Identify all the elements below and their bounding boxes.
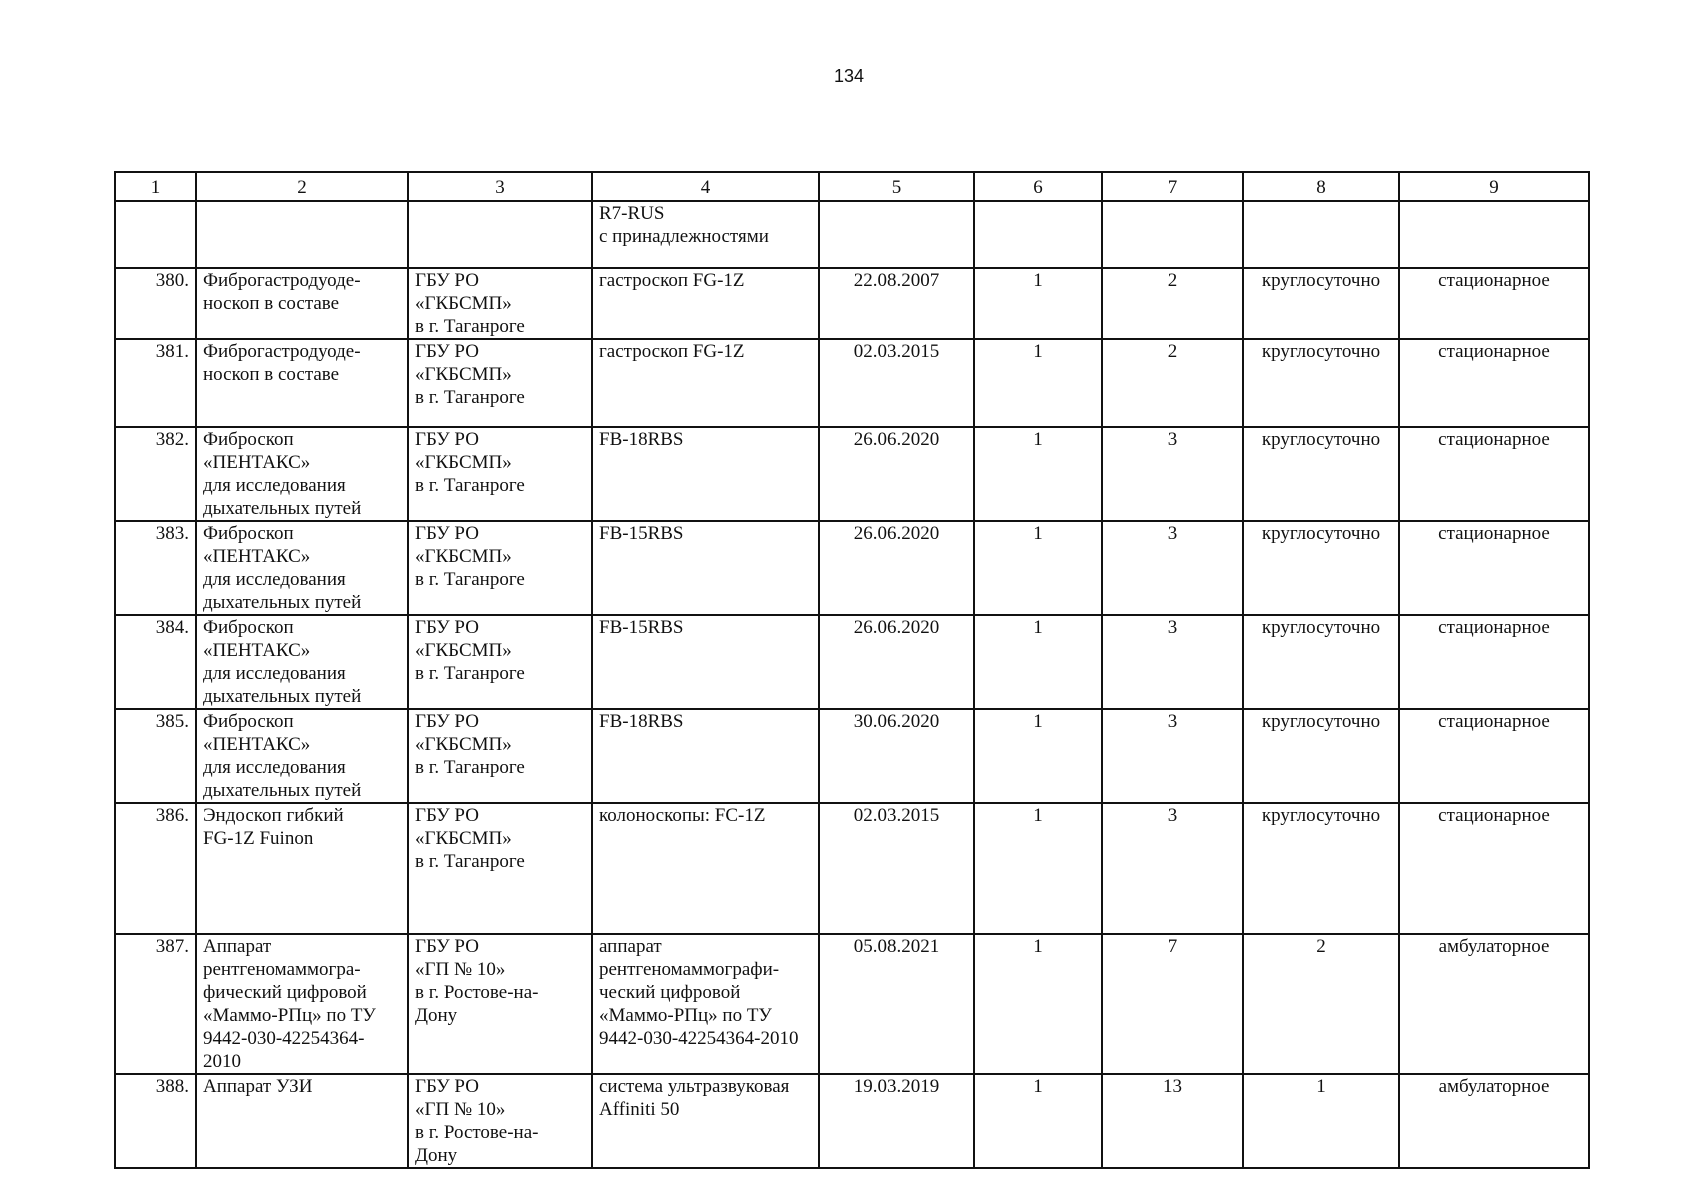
organization-cell-line: ГБУ РО [415, 429, 479, 450]
model-cell [592, 427, 819, 521]
model-cell-line: аппарат [599, 936, 662, 957]
organization-cell-line: Дону [415, 1005, 458, 1026]
row-number-cell: 382. [115, 427, 196, 521]
date-cell: 22.08.2007 [819, 268, 974, 339]
page-number: 134 [833, 66, 865, 86]
column-8-cell: круглосуточно [1243, 339, 1399, 427]
column-9-cell: стационарное [1399, 803, 1589, 934]
row-number-cell: 386. [115, 803, 196, 934]
date-cell: 30.06.2020 [819, 709, 974, 803]
organization-cell-line: «ГП № 10» [415, 959, 506, 980]
row-number-cell: 387. [115, 934, 196, 1074]
column-8-cell: 1 [1243, 1074, 1399, 1168]
equipment-name-cell-line: Аппарат [203, 936, 272, 957]
organization-cell-line: в г. Ростове-на- [415, 982, 539, 1003]
equipment-name-cell-line: «ПЕНТАКС» [203, 452, 311, 473]
organization-cell-line: «ГКБСМП» [415, 452, 512, 473]
equipment-name-cell-line: «ПЕНТАКС» [203, 640, 311, 661]
organization-cell-line: ГБУ РО [415, 1076, 479, 1097]
model-cell-line: с принадлежностями [599, 226, 769, 247]
model-cell-line: 9442-030-42254364-2010 [599, 1028, 799, 1049]
column-6-cell: 1 [974, 268, 1102, 339]
column-6-cell: 1 [974, 803, 1102, 934]
column-7-cell: 2 [1102, 339, 1243, 427]
table-row [115, 521, 1589, 615]
row-number-cell: 388. [115, 1074, 196, 1168]
column-8-cell: круглосуточно [1243, 615, 1399, 709]
equipment-name-cell-line: дыхательных путей [203, 780, 362, 801]
equipment-table [114, 171, 1590, 1169]
column-7-cell [1102, 201, 1243, 268]
row-number-cell: 381. [115, 339, 196, 427]
model-cell-line: система ультразвуковая [599, 1076, 790, 1097]
column-6-cell: 1 [974, 709, 1102, 803]
organization-cell-line: «ГКБСМП» [415, 828, 512, 849]
organization-cell-line: «ГП № 10» [415, 1099, 506, 1120]
column-7-cell: 3 [1102, 615, 1243, 709]
model-cell [592, 934, 819, 1074]
equipment-name-cell-line: «ПЕНТАКС» [203, 546, 311, 567]
column-8-cell [1243, 201, 1399, 268]
equipment-name-cell-line: 2010 [203, 1051, 241, 1072]
organization-cell-line: в г. Таганроге [415, 663, 525, 684]
organization-cell [408, 709, 592, 803]
table-row [115, 268, 1589, 339]
equipment-name-cell-line: дыхательных путей [203, 498, 362, 519]
equipment-name-cell-line: рентгеномаммогра- [203, 959, 361, 980]
model-cell-line: «Маммо-РПц» по ТУ [599, 1005, 772, 1026]
equipment-name-cell-line: FG-1Z Fuinon [203, 828, 314, 849]
model-cell [592, 1074, 819, 1168]
column-8-cell: 2 [1243, 934, 1399, 1074]
equipment-name-cell-line: фический цифровой [203, 982, 367, 1003]
row-number-cell: 383. [115, 521, 196, 615]
column-9-cell: амбулаторное [1399, 934, 1589, 1074]
column-9-cell [1399, 201, 1589, 268]
header-cell: 5 [819, 172, 974, 201]
column-8-cell: круглосуточно [1243, 803, 1399, 934]
header-cell: 9 [1399, 172, 1589, 201]
column-7-cell: 7 [1102, 934, 1243, 1074]
column-6-cell: 1 [974, 934, 1102, 1074]
table-row [115, 427, 1589, 521]
organization-cell-line: ГБУ РО [415, 617, 479, 638]
model-cell-line: FB-18RBS [599, 429, 684, 450]
organization-cell-line: в г. Таганроге [415, 475, 525, 496]
column-9-cell: стационарное [1399, 615, 1589, 709]
equipment-name-cell [196, 803, 408, 934]
organization-cell-line: ГБУ РО [415, 711, 479, 732]
column-9-cell: стационарное [1399, 339, 1589, 427]
organization-cell-line: в г. Таганроге [415, 757, 525, 778]
date-cell: 26.06.2020 [819, 521, 974, 615]
equipment-name-cell [196, 427, 408, 521]
header-cell: 1 [115, 172, 196, 201]
equipment-name-cell-line: Фиброскоп [203, 429, 294, 450]
header-cell: 4 [592, 172, 819, 201]
equipment-name-cell-line: Фиброскоп [203, 617, 294, 638]
model-cell [592, 709, 819, 803]
model-cell-line: гастроскоп FG-1Z [599, 341, 745, 362]
column-8-cell: круглосуточно [1243, 521, 1399, 615]
equipment-name-cell-line: носкоп в составе [203, 364, 340, 385]
organization-cell-line: ГБУ РО [415, 270, 479, 291]
equipment-name-cell [196, 201, 408, 268]
equipment-name-cell-line: Фиброскоп [203, 711, 294, 732]
equipment-name-cell-line: для исследования [203, 757, 346, 778]
header-cell: 7 [1102, 172, 1243, 201]
organization-cell-line: ГБУ РО [415, 936, 479, 957]
table-row [115, 339, 1589, 427]
model-cell [592, 521, 819, 615]
model-cell-line: R7-RUS [599, 203, 665, 224]
model-cell [592, 268, 819, 339]
row-number-cell: 385. [115, 709, 196, 803]
date-cell: 19.03.2019 [819, 1074, 974, 1168]
date-cell: 02.03.2015 [819, 803, 974, 934]
equipment-name-cell-line: «ПЕНТАКС» [203, 734, 311, 755]
header-cell: 2 [196, 172, 408, 201]
equipment-name-cell-line: 9442-030-42254364- [203, 1028, 365, 1049]
organization-cell [408, 521, 592, 615]
row-number-cell: 380. [115, 268, 196, 339]
date-cell: 26.06.2020 [819, 427, 974, 521]
equipment-name-cell-line: «Маммо-РПц» по ТУ [203, 1005, 376, 1026]
table-row [115, 615, 1589, 709]
equipment-name-cell [196, 934, 408, 1074]
column-7-cell: 3 [1102, 427, 1243, 521]
organization-cell-line: «ГКБСМП» [415, 546, 512, 567]
equipment-name-cell [196, 1074, 408, 1168]
organization-cell [408, 201, 592, 268]
table-row [115, 803, 1589, 934]
organization-cell [408, 427, 592, 521]
organization-cell-line: «ГКБСМП» [415, 734, 512, 755]
column-8-cell: круглосуточно [1243, 427, 1399, 521]
row-number-cell [115, 201, 196, 268]
column-9-cell: стационарное [1399, 268, 1589, 339]
column-6-cell: 1 [974, 427, 1102, 521]
equipment-name-cell-line: Фиброгастродуоде- [203, 270, 361, 291]
header-cell: 3 [408, 172, 592, 201]
organization-cell [408, 1074, 592, 1168]
organization-cell [408, 615, 592, 709]
organization-cell-line: ГБУ РО [415, 341, 479, 362]
model-cell-line: рентгеномаммографи- [599, 959, 780, 980]
column-6-cell: 1 [974, 521, 1102, 615]
model-cell [592, 803, 819, 934]
column-7-cell: 2 [1102, 268, 1243, 339]
column-9-cell: стационарное [1399, 709, 1589, 803]
equipment-name-cell-line: дыхательных путей [203, 686, 362, 707]
equipment-name-cell-line: Фиброгастродуоде- [203, 341, 361, 362]
date-cell: 05.08.2021 [819, 934, 974, 1074]
equipment-name-cell-line: Эндоскоп гибкий [203, 805, 344, 826]
organization-cell-line: «ГКБСМП» [415, 293, 512, 314]
equipment-name-cell [196, 521, 408, 615]
equipment-name-cell [196, 268, 408, 339]
organization-cell-line: в г. Таганроге [415, 316, 525, 337]
column-8-cell: круглосуточно [1243, 709, 1399, 803]
column-9-cell: стационарное [1399, 427, 1589, 521]
column-9-cell: амбулаторное [1399, 1074, 1589, 1168]
date-cell: 26.06.2020 [819, 615, 974, 709]
model-cell-line: колоноскопы: FC-1Z [599, 805, 766, 826]
organization-cell [408, 268, 592, 339]
organization-cell [408, 803, 592, 934]
organization-cell-line: в г. Ростове-на- [415, 1122, 539, 1143]
header-cell: 6 [974, 172, 1102, 201]
column-9-cell: стационарное [1399, 521, 1589, 615]
column-7-cell: 13 [1102, 1074, 1243, 1168]
table-row [115, 201, 1589, 268]
equipment-name-cell-line: дыхательных путей [203, 592, 362, 613]
organization-cell [408, 339, 592, 427]
model-cell-line: FB-15RBS [599, 617, 684, 638]
model-cell-line: ческий цифровой [599, 982, 741, 1003]
column-6-cell: 1 [974, 339, 1102, 427]
table-row [115, 934, 1589, 1074]
column-8-cell: круглосуточно [1243, 268, 1399, 339]
organization-cell-line: в г. Таганроге [415, 569, 525, 590]
organization-cell-line: в г. Таганроге [415, 387, 525, 408]
model-cell-line: FB-18RBS [599, 711, 684, 732]
model-cell-line: гастроскоп FG-1Z [599, 270, 745, 291]
equipment-name-cell-line: носкоп в составе [203, 293, 340, 314]
model-cell [592, 615, 819, 709]
equipment-name-cell [196, 709, 408, 803]
equipment-name-cell-line: Фиброскоп [203, 523, 294, 544]
column-6-cell: 1 [974, 615, 1102, 709]
equipment-name-cell-line: для исследования [203, 569, 346, 590]
model-cell [592, 201, 819, 268]
date-cell [819, 201, 974, 268]
column-7-cell: 3 [1102, 803, 1243, 934]
equipment-name-cell-line: Аппарат УЗИ [203, 1076, 313, 1097]
equipment-name-cell [196, 615, 408, 709]
header-row [115, 172, 1589, 201]
column-6-cell [974, 201, 1102, 268]
column-7-cell: 3 [1102, 709, 1243, 803]
table-row [115, 1074, 1589, 1168]
equipment-name-cell-line: для исследования [203, 663, 346, 684]
row-number-cell: 384. [115, 615, 196, 709]
equipment-name-cell [196, 339, 408, 427]
organization-cell-line: ГБУ РО [415, 523, 479, 544]
organization-cell-line: «ГКБСМП» [415, 364, 512, 385]
table-body [115, 172, 1589, 1168]
organization-cell-line: «ГКБСМП» [415, 640, 512, 661]
column-7-cell: 3 [1102, 521, 1243, 615]
organization-cell-line: в г. Таганроге [415, 851, 525, 872]
organization-cell [408, 934, 592, 1074]
model-cell-line: Affiniti 50 [599, 1099, 680, 1120]
model-cell [592, 339, 819, 427]
column-6-cell: 1 [974, 1074, 1102, 1168]
organization-cell-line: Дону [415, 1145, 458, 1166]
organization-cell-line: ГБУ РО [415, 805, 479, 826]
table-row [115, 709, 1589, 803]
date-cell: 02.03.2015 [819, 339, 974, 427]
model-cell-line: FB-15RBS [599, 523, 684, 544]
header-cell: 8 [1243, 172, 1399, 201]
equipment-name-cell-line: для исследования [203, 475, 346, 496]
